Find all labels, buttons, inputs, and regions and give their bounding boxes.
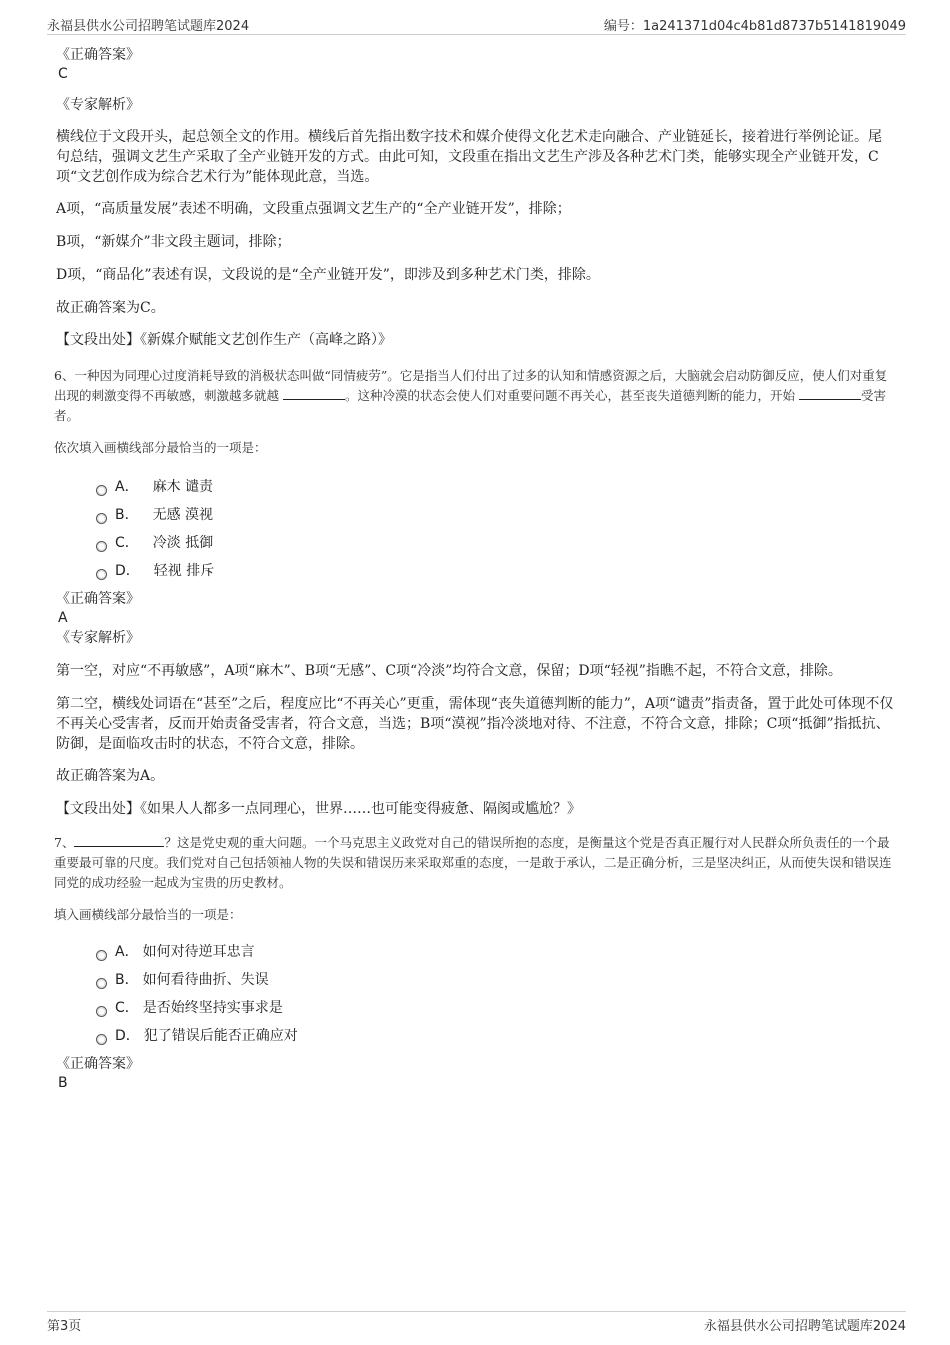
option-text: 是否始终坚持实事求是 xyxy=(142,1000,283,1016)
radio-icon[interactable] xyxy=(96,1034,107,1045)
q6-option-c[interactable] xyxy=(96,528,894,556)
q7-option-c[interactable] xyxy=(96,993,894,1021)
q7-options xyxy=(96,937,894,1049)
page-content xyxy=(56,40,894,1092)
q6-answer-label: 《正确答案》 xyxy=(56,591,140,607)
option-letter: B． xyxy=(115,972,139,988)
header-serial xyxy=(604,15,906,34)
q5-analysis-label: 《专家解析》 xyxy=(56,97,140,113)
q6-prompt: 依次填入画横线部分最恰当的一项是： xyxy=(54,440,267,455)
option-letter: A． xyxy=(115,479,139,495)
radio-icon[interactable] xyxy=(96,1006,107,1017)
radio-icon[interactable] xyxy=(96,485,107,496)
q7-stem xyxy=(54,833,894,893)
q7-option-a[interactable] xyxy=(96,937,894,965)
q5-answer-label: 《正确答案》 xyxy=(56,47,140,63)
q6-blank-2 xyxy=(799,386,861,400)
q6-stem-part3: 受害者。 xyxy=(54,388,887,423)
q6-source: 【文段出处】《如果人人都多一点同理心，世界……也可能变得疲惫、隔阂或尴尬？》 xyxy=(56,801,581,817)
radio-icon[interactable] xyxy=(96,513,107,524)
option-text: 冷淡 抵御 xyxy=(152,535,214,551)
q6-analysis-label: 《专家解析》 xyxy=(56,630,140,646)
q6-answer: A xyxy=(58,610,68,626)
q7-answer: B xyxy=(58,1075,68,1091)
option-letter: D． xyxy=(115,563,140,579)
q6-analysis-1: 第一空，对应“不再敏感”，A项“麻木”、B项“无感”、C项“冷淡”均符合文意，保留；D项“轻视”指瞧不起，不符合文意，排除。 xyxy=(56,663,842,679)
option-letter: C． xyxy=(115,535,139,551)
serial-number: 1a241371d04c4b81d8737b5141819049 xyxy=(642,19,906,34)
q5-analysis-3: B项，“新媒介”非文段主题词，排除； xyxy=(56,234,291,250)
option-letter: D． xyxy=(115,1028,140,1044)
radio-icon[interactable] xyxy=(96,541,107,552)
footer-title: 永福县供水公司招聘笔试题库2024 xyxy=(703,1319,906,1334)
q5-conclusion: 故正确答案为C。 xyxy=(56,300,165,316)
page-footer xyxy=(47,1311,906,1336)
option-text: 犯了错误后能否正确应对 xyxy=(143,1028,298,1044)
q6-option-a[interactable] xyxy=(96,472,894,500)
q5-answer: C xyxy=(58,66,68,82)
q6-options xyxy=(96,472,894,584)
q6-analysis-2: 第二空，横线处词语在“甚至”之后，程度应比“不再关心”更重，需体现“丧失道德判断的能力”，A项“谴责”指责备，置于此处可体现不仅不再关心受害者，反而开始责备受害者，符合文意，当选；B项“漠视”指冷淡地对待、不注意，不符合文意，排除；C项“抵御”指抵抗、防御，是面临攻击时的状态，不符合文意，排除。 xyxy=(56,696,894,752)
q5-analysis-2: A项，“高质量发展”表述不明确，文段重点强调文艺生产的“全产业链开发”，排除； xyxy=(56,201,571,217)
q6-option-b[interactable] xyxy=(96,500,894,528)
option-text: 如何对待逆耳忠言 xyxy=(142,944,255,960)
q6-option-d[interactable] xyxy=(96,556,894,584)
q7-number: 7、 xyxy=(54,835,75,850)
option-text: 轻视 排斥 xyxy=(153,563,215,579)
q7-prompt: 填入画横线部分最恰当的一项是： xyxy=(54,907,242,922)
option-letter: A． xyxy=(115,944,139,960)
option-letter: B． xyxy=(115,507,139,523)
q6-stem xyxy=(54,366,894,426)
q7-option-d[interactable] xyxy=(96,1021,894,1049)
option-text: 麻木 谴责 xyxy=(152,479,214,495)
q7-stem-text: ？这是党史观的重大问题。一个马克思主义政党对自己的错误所抱的态度，是衡量这个党是否真正履行对人民群众所负责任的一个最重要最可靠的尺度。我们党对自己包括领袖人物的失误和错误历来采取郑重的态度，一是敢于承认，二是正确分析，三是坚决纠正，从而使失误和错误连同党的成功经验一起成为宝贵的历史教材。 xyxy=(54,835,892,890)
page-number: 第3页 xyxy=(47,1319,82,1334)
radio-icon[interactable] xyxy=(96,569,107,580)
option-text: 无感 漠视 xyxy=(152,507,214,523)
q7-blank xyxy=(74,833,164,847)
q5-analysis-4: D项，“商品化”表述有误，文段说的是“全产业链开发”，即涉及到多种艺术门类，排除。 xyxy=(56,267,600,283)
q5-analysis-1: 横线位于文段开头，起总领全文的作用。横线后首先指出数字技术和媒介使得文化艺术走向融合、产业链延长，接着进行举例论证。尾句总结，强调文艺生产采取了全产业链开发的方式。由此可知，文段重在指出文艺生产涉及各种艺术门类，能够实现全产业链开发，C项“文艺创作成为综合艺术行为”能体现此意，当选。 xyxy=(56,129,882,185)
q6-stem-part2: 。这种冷漠的状态会使人们对重要问题不再关心，甚至丧失道德判断的能力，开始 xyxy=(345,388,796,403)
q6-blank-1 xyxy=(283,386,345,400)
option-text: 如何看待曲折、失误 xyxy=(142,972,269,988)
page-header xyxy=(47,10,906,35)
q5-source: 【文段出处】《新媒介赋能文艺创作生产（高峰之路）》 xyxy=(56,332,392,348)
q6-conclusion: 故正确答案为A。 xyxy=(56,768,165,784)
q7-answer-label: 《正确答案》 xyxy=(56,1056,140,1072)
option-letter: C． xyxy=(115,1000,139,1016)
radio-icon[interactable] xyxy=(96,950,107,961)
header-title: 永福县供水公司招聘笔试题库2024 xyxy=(47,19,250,34)
q7-option-b[interactable] xyxy=(96,965,894,993)
radio-icon[interactable] xyxy=(96,978,107,989)
serial-label: 编号： xyxy=(603,19,643,34)
q6-stem-part1: 6、一种因为同理心过度消耗导致的消极状态叫做“同情疲劳”。它是指当人们付出了过多的认知和情感资源之后，大脑就会启动防御反应，使人们对重复出现的刺激变得不再敏感，刺激越多就越 xyxy=(54,368,888,403)
